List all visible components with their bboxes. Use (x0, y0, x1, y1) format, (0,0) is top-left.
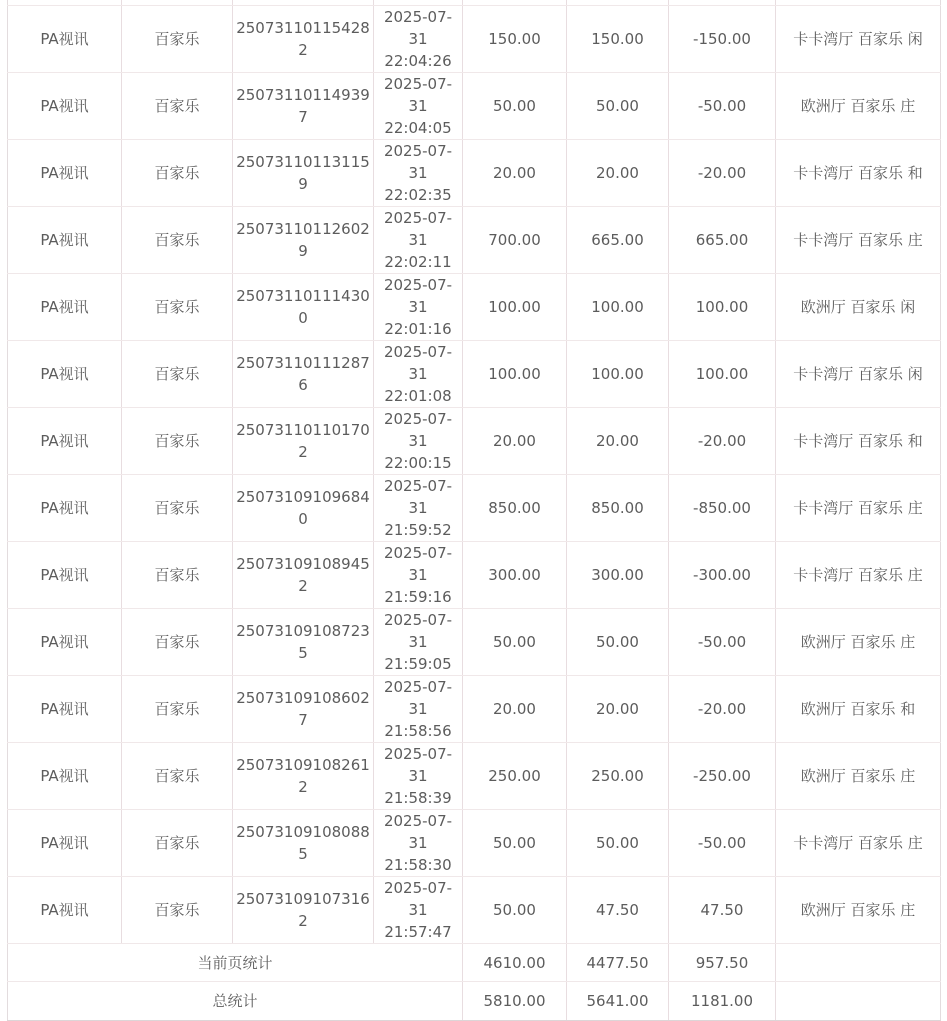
cell-bet-time: 2025-07-31 22:04:05 (374, 73, 463, 140)
cell-win-loss: -20.00 (669, 676, 776, 743)
page-summary-amount: 4610.00 (463, 944, 567, 982)
cell-bet-id: 250731091089452 (233, 542, 374, 609)
cell-table-detail: 欧洲厅 百家乐 庄 (776, 877, 941, 944)
cell-platform: PA视讯 (8, 542, 122, 609)
total-summary-row (8, 982, 941, 1021)
table-row (8, 542, 941, 609)
cell-bet-time: 2025-07-31 22:01:08 (374, 341, 463, 408)
cell-game-type: 百家乐 (122, 475, 233, 542)
table-body (8, 0, 941, 1021)
cell-table-detail: 欧洲厅 百家乐 和 (776, 676, 941, 743)
cell-bet-id: 250731101131159 (233, 140, 374, 207)
cell-table-detail: 欧洲厅 百家乐 庄 (776, 73, 941, 140)
cell-valid-amount: 20.00 (567, 408, 669, 475)
cell-bet-time: 2025-07-31 22:02:11 (374, 207, 463, 274)
cell-bet-id: 250731101101702 (233, 408, 374, 475)
cell-valid-amount: 100.00 (567, 341, 669, 408)
cell-table-detail: 卡卡湾厅 百家乐 闲 (776, 341, 941, 408)
cell-game-type: 百家乐 (122, 341, 233, 408)
cell-table-detail: 卡卡湾厅 百家乐 庄 (776, 542, 941, 609)
cell-win-loss: 47.50 (669, 877, 776, 944)
cell-table-detail: 卡卡湾厅 百家乐 庄 (776, 810, 941, 877)
cell-platform: PA视讯 (8, 73, 122, 140)
cell-bet-time: 2025-07-31 22:01:16 (374, 274, 463, 341)
cell-bet-time: 2025-07-31 21:57:47 (374, 877, 463, 944)
page-summary-empty-cell (776, 944, 941, 982)
cell-win-loss: -20.00 (669, 140, 776, 207)
cell-bet-time: 2025-07-31 21:59:52 (374, 475, 463, 542)
cell-platform: PA视讯 (8, 877, 122, 944)
cell-game-type: 百家乐 (122, 877, 233, 944)
cell-platform: PA视讯 (8, 475, 122, 542)
total-summary-win-loss: 1181.00 (669, 982, 776, 1021)
cell-table-detail: 卡卡湾厅 百家乐 庄 (776, 475, 941, 542)
cell-bet-id: 250731101114300 (233, 274, 374, 341)
table-row (8, 408, 941, 475)
cell-platform: PA视讯 (8, 408, 122, 475)
cell-bet-id: 250731091086027 (233, 676, 374, 743)
cell-win-loss: 665.00 (669, 207, 776, 274)
cell-valid-amount: 50.00 (567, 73, 669, 140)
cell-platform: PA视讯 (8, 6, 122, 73)
cell-valid-amount: 665.00 (567, 207, 669, 274)
cell-bet-amount: 50.00 (463, 877, 567, 944)
cell-valid-amount: 300.00 (567, 542, 669, 609)
cell-valid-amount: 20.00 (567, 140, 669, 207)
page-summary-row (8, 944, 941, 982)
cell-game-type: 百家乐 (122, 609, 233, 676)
page-summary-label: 当前页统计 (8, 944, 463, 982)
cell-bet-amount: 20.00 (463, 140, 567, 207)
cell-bet-amount: 100.00 (463, 341, 567, 408)
cell-bet-amount: 20.00 (463, 408, 567, 475)
page-summary-valid-amount: 4477.50 (567, 944, 669, 982)
cell-platform: PA视讯 (8, 341, 122, 408)
cell-win-loss: -20.00 (669, 408, 776, 475)
cell-valid-amount: 50.00 (567, 810, 669, 877)
total-summary-valid-amount: 5641.00 (567, 982, 669, 1021)
cell-game-type: 百家乐 (122, 743, 233, 810)
cell-game-type: 百家乐 (122, 676, 233, 743)
cell-bet-amount: 50.00 (463, 810, 567, 877)
cell-table-detail: 卡卡湾厅 百家乐 和 (776, 408, 941, 475)
cell-bet-amount: 850.00 (463, 475, 567, 542)
cell-bet-time: 2025-07-31 21:58:39 (374, 743, 463, 810)
cell-platform: PA视讯 (8, 676, 122, 743)
cell-valid-amount: 50.00 (567, 609, 669, 676)
cell-bet-id: 250731091080885 (233, 810, 374, 877)
cell-bet-amount: 50.00 (463, 609, 567, 676)
cell-valid-amount: 850.00 (567, 475, 669, 542)
total-summary-label: 总统计 (8, 982, 463, 1021)
cell-bet-amount: 100.00 (463, 274, 567, 341)
cell-bet-amount: 300.00 (463, 542, 567, 609)
cell-bet-id: 250731091082612 (233, 743, 374, 810)
table-row (8, 676, 941, 743)
cell-game-type: 百家乐 (122, 207, 233, 274)
cell-bet-amount: 700.00 (463, 207, 567, 274)
cell-win-loss: -850.00 (669, 475, 776, 542)
cell-platform: PA视讯 (8, 140, 122, 207)
table-row (8, 6, 941, 73)
cell-bet-id: 250731101154282 (233, 6, 374, 73)
cell-valid-amount: 150.00 (567, 6, 669, 73)
cell-win-loss: -150.00 (669, 6, 776, 73)
cell-table-detail: 卡卡湾厅 百家乐 和 (776, 140, 941, 207)
cell-bet-time: 2025-07-31 22:04:26 (374, 6, 463, 73)
cell-game-type: 百家乐 (122, 810, 233, 877)
cell-platform: PA视讯 (8, 743, 122, 810)
cell-bet-amount: 250.00 (463, 743, 567, 810)
cell-game-type: 百家乐 (122, 408, 233, 475)
cell-win-loss: -300.00 (669, 542, 776, 609)
cell-platform: PA视讯 (8, 810, 122, 877)
table-row (8, 743, 941, 810)
cell-bet-id: 250731101149397 (233, 73, 374, 140)
cell-valid-amount: 100.00 (567, 274, 669, 341)
cell-bet-amount: 20.00 (463, 676, 567, 743)
cell-bet-id: 250731091096840 (233, 475, 374, 542)
cell-platform: PA视讯 (8, 609, 122, 676)
cell-game-type: 百家乐 (122, 542, 233, 609)
cell-win-loss: -50.00 (669, 73, 776, 140)
cell-valid-amount: 250.00 (567, 743, 669, 810)
cell-table-detail: 欧洲厅 百家乐 庄 (776, 743, 941, 810)
cell-game-type: 百家乐 (122, 140, 233, 207)
cell-bet-time: 2025-07-31 21:58:56 (374, 676, 463, 743)
cell-bet-id: 250731101112876 (233, 341, 374, 408)
cell-bet-id: 250731091087235 (233, 609, 374, 676)
table-row (8, 341, 941, 408)
cell-bet-time: 2025-07-31 21:59:05 (374, 609, 463, 676)
table-row (8, 475, 941, 542)
cell-game-type: 百家乐 (122, 274, 233, 341)
cell-bet-id: 250731091073162 (233, 877, 374, 944)
cell-game-type: 百家乐 (122, 6, 233, 73)
table-row (8, 207, 941, 274)
cell-bet-amount: 150.00 (463, 6, 567, 73)
cell-game-type: 百家乐 (122, 73, 233, 140)
cell-platform: PA视讯 (8, 207, 122, 274)
cell-bet-amount: 50.00 (463, 73, 567, 140)
cell-platform: PA视讯 (8, 274, 122, 341)
total-summary-amount: 5810.00 (463, 982, 567, 1021)
table-row (8, 274, 941, 341)
cell-bet-time: 2025-07-31 22:02:35 (374, 140, 463, 207)
betting-records-table (7, 0, 941, 1021)
cell-table-detail: 欧洲厅 百家乐 闲 (776, 274, 941, 341)
cell-win-loss: 100.00 (669, 341, 776, 408)
cell-bet-time: 2025-07-31 21:58:30 (374, 810, 463, 877)
table-row (8, 877, 941, 944)
cell-valid-amount: 20.00 (567, 676, 669, 743)
cell-bet-id: 250731101126029 (233, 207, 374, 274)
table-row (8, 810, 941, 877)
cell-bet-time: 2025-07-31 22:00:15 (374, 408, 463, 475)
table-row (8, 140, 941, 207)
cell-win-loss: 100.00 (669, 274, 776, 341)
cell-win-loss: -250.00 (669, 743, 776, 810)
cell-table-detail: 卡卡湾厅 百家乐 庄 (776, 207, 941, 274)
cell-win-loss: -50.00 (669, 810, 776, 877)
table-row (8, 609, 941, 676)
total-summary-empty-cell (776, 982, 941, 1021)
cell-bet-time: 2025-07-31 21:59:16 (374, 542, 463, 609)
cell-valid-amount: 47.50 (567, 877, 669, 944)
table-row (8, 73, 941, 140)
cell-table-detail: 欧洲厅 百家乐 庄 (776, 609, 941, 676)
cell-table-detail: 卡卡湾厅 百家乐 闲 (776, 6, 941, 73)
page-summary-win-loss: 957.50 (669, 944, 776, 982)
cell-win-loss: -50.00 (669, 609, 776, 676)
